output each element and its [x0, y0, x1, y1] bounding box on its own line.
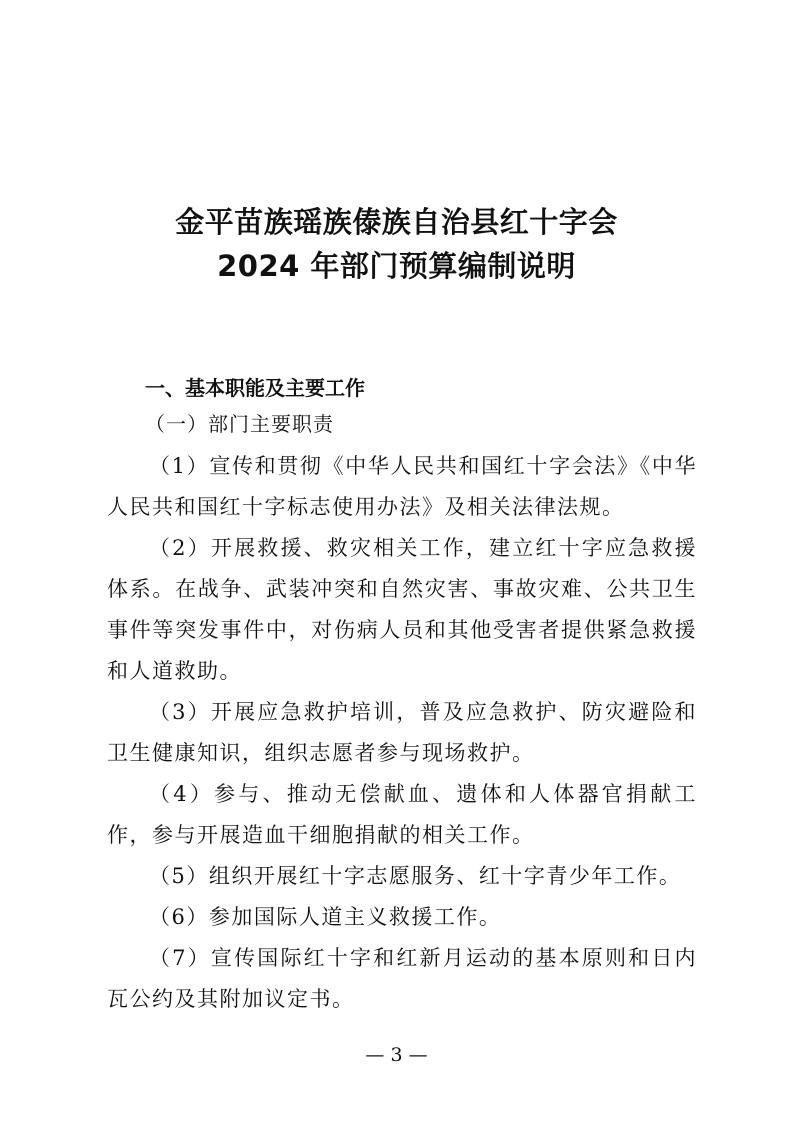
duty-paragraph-7: （7）宣传国际红十字和红新月运动的基本原则和日内瓦公约及其附加议定书。: [107, 946, 697, 1011]
duty-paragraph-2: （2）开展救援、救灾相关工作，建立红十字应急救援体系。在战争、武装冲突和自然灾害、事故灾难、公共卫生事件等突发事件中，对伤病人员和其他受害者提供紧急救援和人道救助。: [107, 536, 697, 683]
duty-paragraph-6: （6）参加国际人道主义救援工作。: [149, 905, 502, 929]
document-title-line-1: 金平苗族瑶族傣族自治县红十字会: [175, 205, 618, 239]
page-number: — 3 —: [365, 1044, 428, 1066]
duty-paragraph-1: （1）宣传和贯彻《中华人民共和国红十字会法》《中华人民共和国红十字标志使用办法》及相关法律法规。: [107, 454, 697, 519]
document-title-line-2: 2024 年部门预算编制说明: [217, 249, 576, 283]
duty-paragraph-3: （3）开展应急救护培训，普及应急救护、防灾避险和卫生健康知识，组织志愿者参与现场救护。: [107, 700, 697, 765]
duty-paragraph-4: （4）参与、推动无偿献血、遗体和人体器官捐献工作，参与开展造血干细胞捐献的相关工作。: [107, 782, 697, 847]
duty-paragraph-5: （5）组织开展红十字志愿服务、红十字青少年工作。: [149, 864, 682, 888]
duties-list: [107, 446, 697, 1020]
subsection-heading: （一）部门主要职责: [145, 412, 334, 436]
section-heading: 一、基本职能及主要工作: [145, 376, 365, 400]
